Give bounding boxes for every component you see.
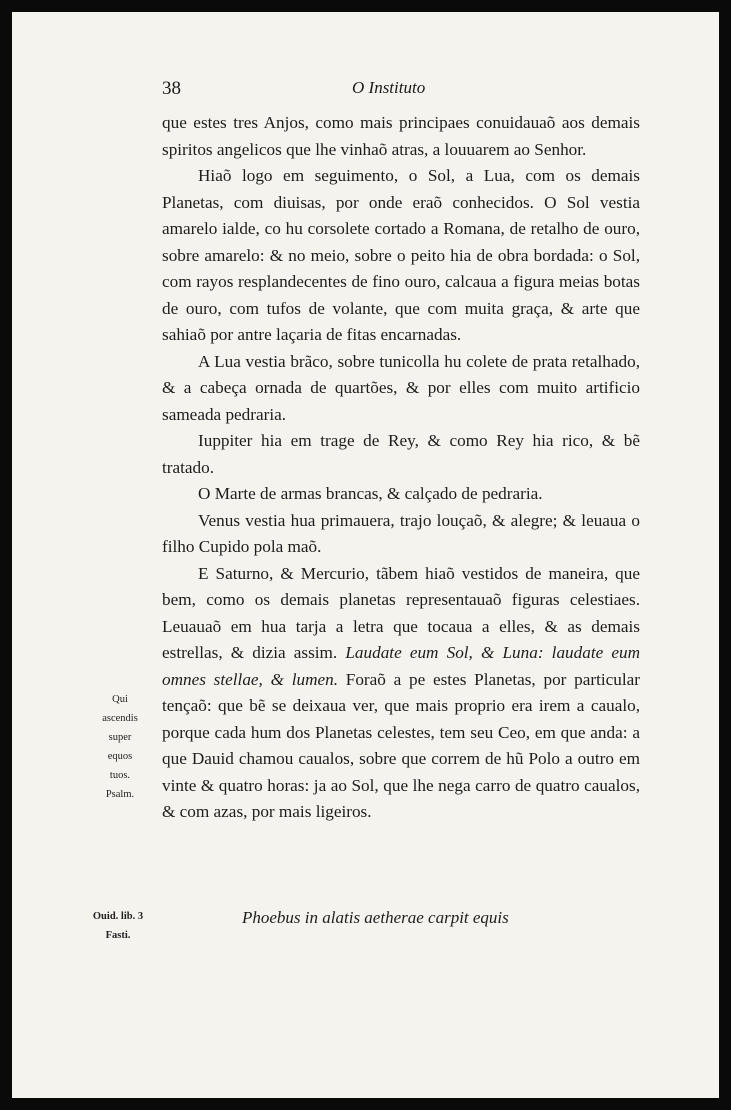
paragraph-mars: O Marte de armas brancas, & calçado de pedraria.: [198, 484, 543, 503]
margin-note-line: Ouid. lib. 3: [92, 911, 144, 922]
margin-note-line: equos: [107, 751, 133, 762]
page-header: [12, 78, 719, 102]
latin-verse-quote: Phoebus in alatis aetherae carpit equis: [242, 908, 509, 927]
margin-note-line: ascendis: [102, 713, 138, 724]
paragraph-jupiter: Iuppiter hia em trage de Rey, & como Rey hia rico, & bẽ tratado.: [162, 431, 640, 477]
margin-note-line: Qui: [112, 694, 128, 705]
paragraph-moon: A Lua vestia brãco, sobre tunicolla hu colete de prata retalhado, & a cabeça ornada de quartões, & por elles com muito artificio sameada pedraria.: [162, 351, 640, 424]
page-number: 38: [162, 78, 181, 99]
paragraph-continuation: que estes tres Anjos, como mais principaes conuidauaõ aos demais spiritos angelicos que lhe vinhaõ atras, a louuarem ao Senhor.: [162, 113, 640, 159]
paragraph-venus: Venus vestia hua primauera, trajo louçaõ, & alegre; & leuaua o filho Cupido pola maõ.: [162, 510, 640, 556]
margin-note-line: Fasti.: [105, 930, 131, 941]
margin-note-line: tuos.: [109, 770, 131, 781]
margin-note-line: super: [108, 732, 132, 743]
margin-note-ouid: [82, 907, 154, 945]
paragraph-sun: Hiaõ logo em seguimento, o Sol, a Lua, com os demais Planetas, com diuisas, por onde eraõ conhecidos. O Sol vestia amarelo ialde, co hu corsolete cortado a Romana, de retalho de ouro, sobre amarelo: & no meio, sobre o peito hia de obra bordada: o Sol, com rayos resplandecentes de fino ouro, calcaua a figura meias botas de ouro, com tufos de volante, que com muita graça, & arte que sahiaõ por antre laçaria de fitas encarnadas.: [162, 166, 640, 344]
paragraph-saturn: [162, 561, 640, 826]
margin-note-line: Psalm.: [105, 789, 135, 800]
margin-note-psalm: [88, 690, 152, 804]
latin-psalm-quote: Laudate eum Sol, & Luna: laudate eum omnes stellae, & lumen.: [162, 643, 641, 689]
saturn-text-after: Foraõ a pe estes Planetas, por particular tençaõ: que bẽ se deixaua ver, que mais proprio era irem a caualo, porque cada hum dos Planetas celestes, tem seu Ceo, em que anda: a que Dauid chamou caualos, sobre que correm de hũ Polo a outro em vinte & quatro horas: ja ao Sol, que lhe nega carro de quatro caualos, & com azas, por mais ligeiros.: [162, 669, 640, 821]
book-page: [12, 12, 719, 1098]
body-text: [162, 110, 640, 826]
running-title: O Instituto: [352, 78, 426, 97]
saturn-text-before: E Saturno, & Mercurio, tãbem hiaõ vestidos de maneira, que bem, como os demais planetas representauaõ figuras celestiaes. Leuauaõ em hua tarja a letra que tocaua a elles, & as demais estrellas, & dizia assim.: [162, 563, 640, 662]
